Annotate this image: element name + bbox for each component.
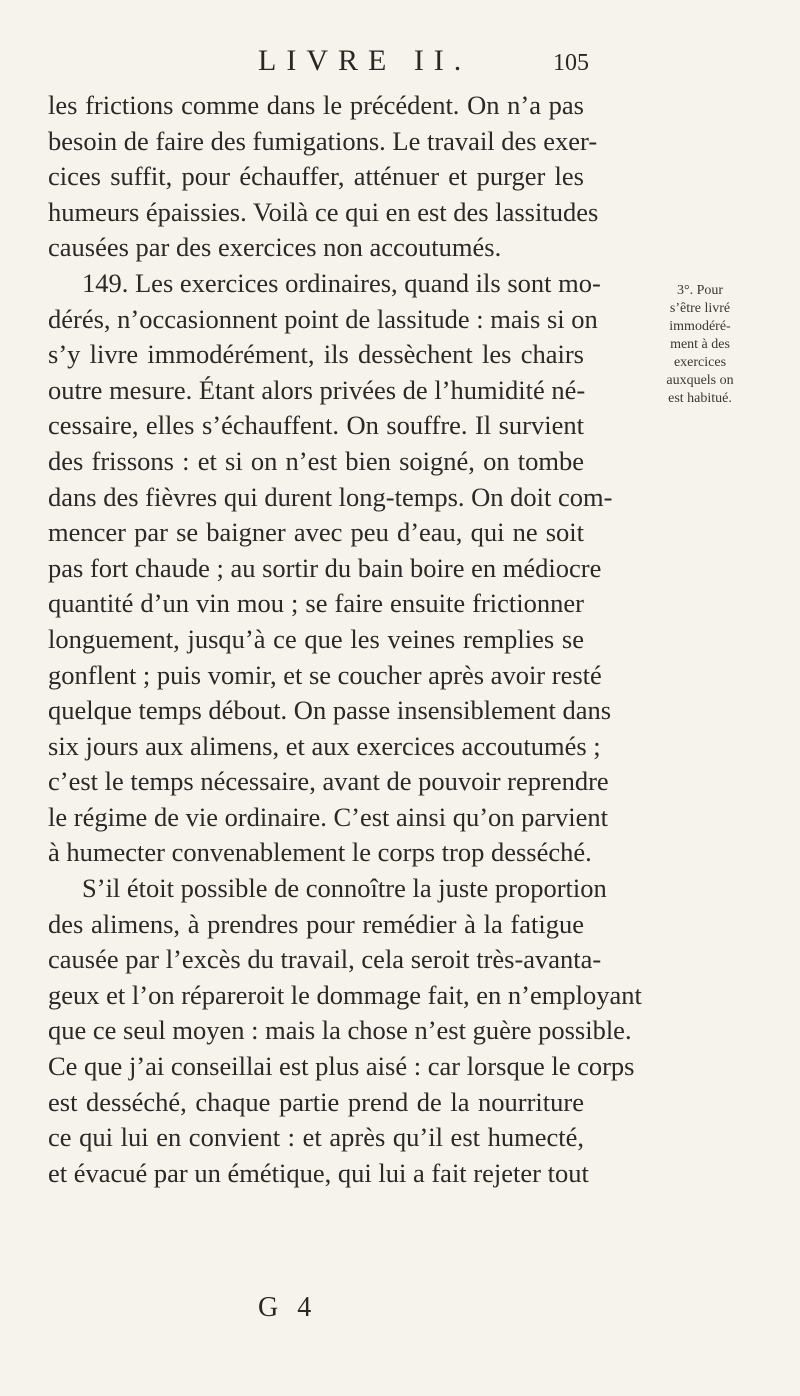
text-line: des frissons : et si on n’est bien soigné, on tombe [48,445,584,476]
text-line: c’est le temps nécessaire, avant de pouvoir reprendre [48,766,609,797]
text-line: ce qui lui en convient : et après qu’il est humecté, [48,1122,584,1153]
text-line: geux et l’on répareroit le dommage fait, en n’employant [48,979,642,1010]
text-line: Ce que j’ai conseillai est plus aisé : car lorsque le corps [48,1051,635,1082]
text-line: dans des fièvres qui durent long-temps. On doit com- [48,481,613,512]
signature-mark: G 4 [258,1292,318,1323]
marginal-note-line: immodéré- [669,319,731,334]
text-line: s’y livre immodérément, ils dessèchent les chairs [48,339,584,370]
text-line: mencer par se baigner avec peu d’eau, qui ne soit [48,517,584,548]
text-line: outre mesure. Étant alors privées de l’humidité né- [48,374,586,405]
text-line: causée par l’excès du travail, cela seroit très-avanta- [48,944,602,975]
page-number: 105 [553,50,589,76]
marginal-note [620,282,780,408]
text-line-paragraph-start: 149. Les exercices ordinaires, quand ils sont mo- [82,267,601,298]
marginal-note-line: est habitué. [668,391,732,406]
marginal-note-line: 3°. Pour [676,283,724,298]
text-line: est desséché, chaque partie prend de la nourriture [48,1086,584,1117]
text-line: le régime de vie ordinaire. C’est ainsi qu’on parvient [48,801,608,832]
text-line: des alimens, à prendres pour remédier à la fatigue [48,908,584,939]
text-line: quantité d’un vin mou ; se faire ensuite frictionner [48,588,584,619]
text-line: humeurs épaissies. Voilà ce qui en est des lassitudes [48,196,599,227]
text-line: que ce seul moyen : mais la chose n’est guère possible. [48,1015,632,1046]
text-line: à humecter convenablement le corps trop desséché. [48,837,592,868]
main-text-block [48,88,642,1191]
text-line: pas fort chaude ; au sortir du bain boire en médiocre [48,552,602,583]
text-line: gonflent ; puis vomir, et se coucher après avoir resté [48,659,602,690]
marginal-note-line: ment à des [670,337,730,352]
text-line: cices suffit, pour échauffer, atténuer et purger les [48,161,584,192]
text-line: cessaire, elles s’échauffent. On souffre. Il survient [48,410,584,441]
text-line: besoin de faire des fumigations. Le travail des exer- [48,125,598,156]
text-line: et évacué par un émétique, qui lui a fait rejeter tout [48,1157,589,1188]
running-head-title: LIVRE II. [258,44,472,77]
marginal-note-line: auxquels on [666,373,734,388]
text-line: dérés, n’occasionnent point de lassitude : mais si on [48,303,598,334]
text-line: S’il étoit possible de connoître la juste proportion [82,873,607,904]
text-line: les frictions comme dans le précédent. On n’a pas [48,90,584,120]
text-line: causées par des exercices non accoutumés. [48,232,502,263]
marginal-note-line: s’être livré [669,301,731,316]
text-line: longuement, jusqu’à ce que les veines remplies se [48,623,584,654]
text-line: six jours aux alimens, et aux exercices accoutumés ; [48,730,601,761]
text-line: quelque temps débout. On passe insensiblement dans [48,695,612,726]
marginal-note-line: exercices [673,355,727,370]
